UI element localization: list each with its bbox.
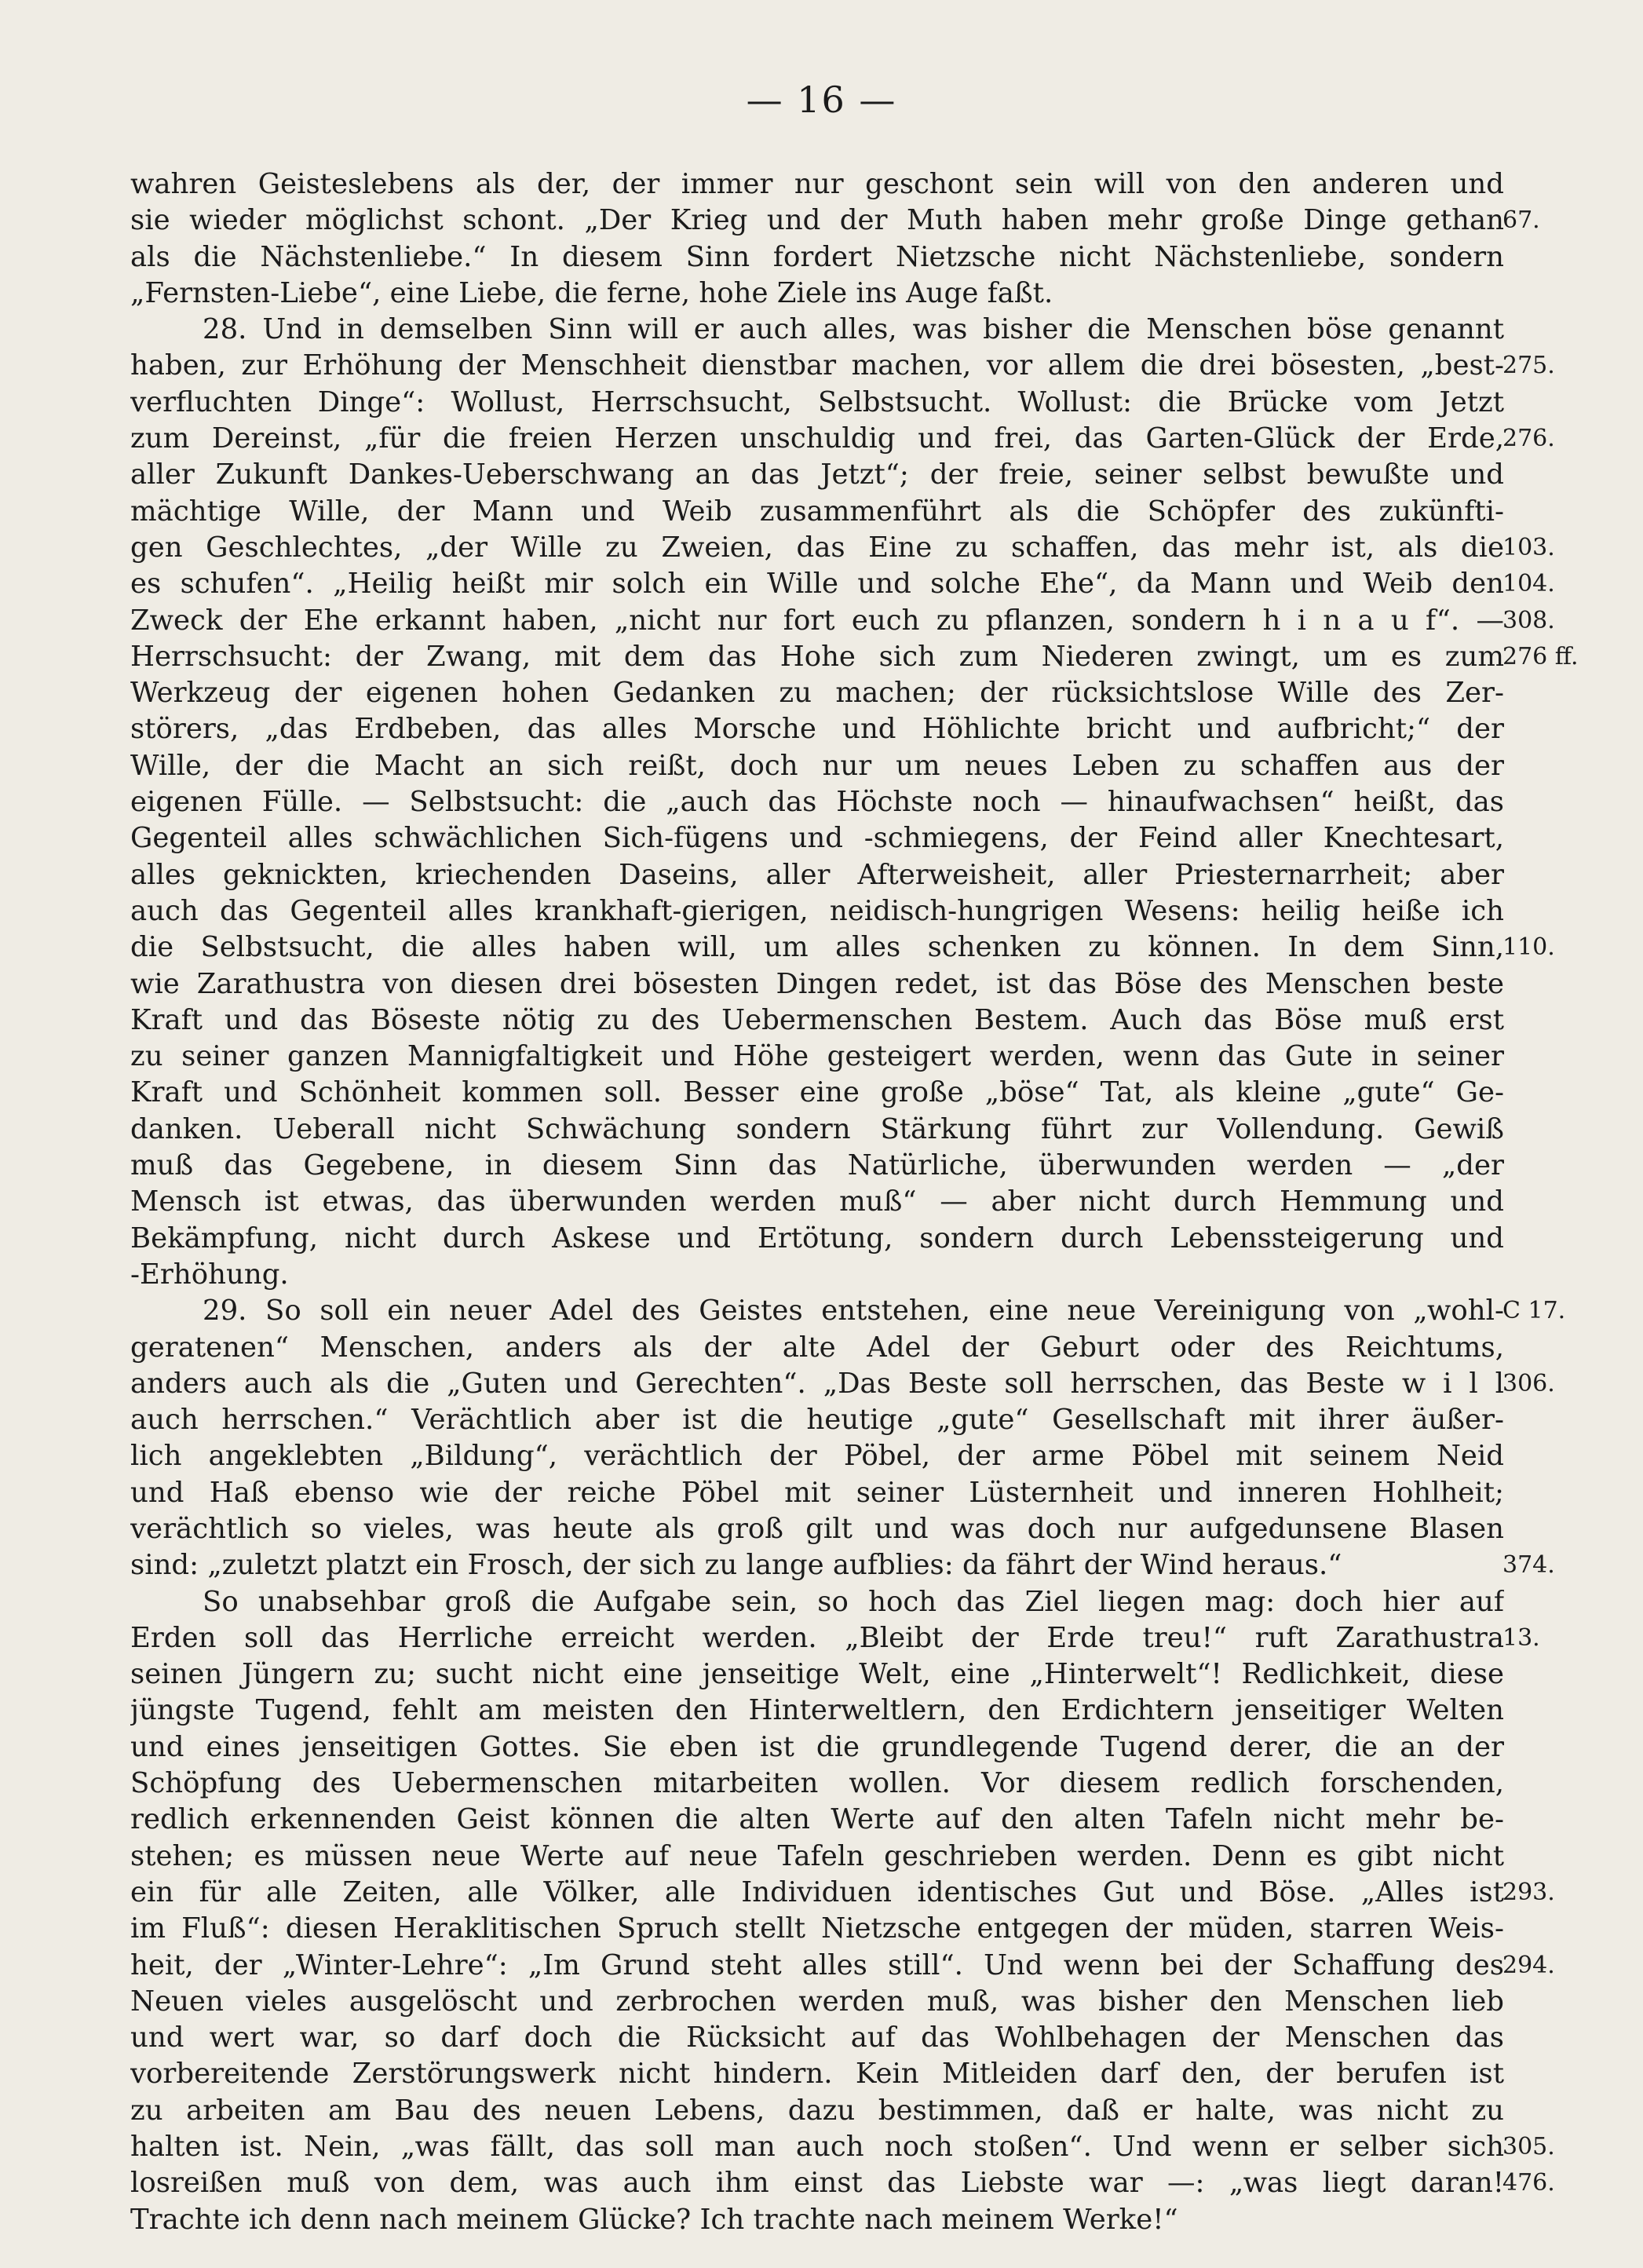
margin-note bbox=[1502, 2093, 1636, 2129]
margin-note bbox=[1502, 385, 1636, 421]
margin-note bbox=[1502, 239, 1636, 276]
margin-note bbox=[1502, 1257, 1636, 1293]
margin-note: 276 ff. bbox=[1502, 642, 1579, 670]
text-line: Trachte ich denn nach meinem Glücke? Ich trachte nach meinem Werke!“ bbox=[130, 2203, 1178, 2236]
margin-note bbox=[1502, 675, 1636, 711]
margin-note: 276. bbox=[1502, 425, 1555, 453]
margin-note bbox=[1502, 1039, 1636, 1075]
margin-note: 306. bbox=[1502, 1369, 1555, 1397]
text-line: verächtlich so vieles, was heute als groß gilt und was doch nur aufgedunsene Blasen bbox=[130, 1512, 1504, 1545]
margin-note bbox=[1502, 1330, 1636, 1366]
margin-note: 67. bbox=[1502, 206, 1540, 235]
text-line: und Haß ebenso wie der reiche Pöbel mit seiner Lüsternheit und inneren Hohlheit; bbox=[130, 1476, 1504, 1509]
text-line: gen Geschlechtes, „der Wille zu Zweien, das Eine zu schaffen, das mehr ist, als die bbox=[130, 531, 1504, 564]
text-line: Kraft und das Böseste nötig zu des Uebermenschen Bestem. Auch das Böse muß erst bbox=[130, 1003, 1504, 1036]
text-line: haben, zur Erhöhung der Menschheit dienstbar machen, vor allem die drei bösesten, „best- bbox=[130, 349, 1504, 382]
text-line: losreißen muß von dem, was auch ihm einst das Liebste war —: „was liegt daran! bbox=[130, 2167, 1504, 2200]
text-line: zu arbeiten am Bau des neuen Lebens, dazu bestimmen, daß er halte, was nicht zu bbox=[130, 2094, 1504, 2127]
text-line: redlich erkennenden Geist können die alten Werte auf den alten Tafeln nicht mehr be- bbox=[130, 1803, 1504, 1836]
margin-note bbox=[1502, 711, 1636, 747]
text-line: wahren Geisteslebens als der, der immer nur geschont sein will von den anderen und bbox=[130, 168, 1504, 200]
margin-note bbox=[1502, 1656, 1636, 1693]
margin-note bbox=[1502, 1984, 1636, 2020]
text-line: danken. Ueberall nicht Schwächung sondern Stärkung führt zur Vollendung. Gewiß bbox=[130, 1112, 1504, 1145]
margin-note: 374. bbox=[1502, 1551, 1555, 1580]
text-line: lich angeklebten „Bildung“, verächtlich der Pöbel, der arme Pöbel mit seinem Neid bbox=[130, 1440, 1504, 1473]
text-line: Gegenteil alles schwächlichen Sich-fügens und -schmiegens, der Feind aller Knechtesart, bbox=[130, 822, 1504, 855]
margin-note bbox=[1502, 1729, 1636, 1766]
text-line: wie Zarathustra von diesen drei bösesten Dingen redet, ist das Böse des Menschen beste bbox=[130, 967, 1504, 1000]
text-line: heit, der „Winter-Lehre“: „Im Grund steht alles still“. Und wenn bei der Schaffung des bbox=[130, 1948, 1504, 1981]
margin-note bbox=[1502, 784, 1636, 820]
margin-note bbox=[1502, 166, 1636, 203]
text-line: im Fluß“: diesen Heraklitischen Spruch stellt Nietzsche entgegen der müden, starren Weis- bbox=[130, 1912, 1504, 1945]
text-line: aller Zukunft Dankes-Ueberschwang an das Jetzt“; der freie, seiner selbst bewußte und bbox=[130, 458, 1504, 491]
text-line: „Fernsten-Liebe“, eine Liebe, die ferne, hohe Ziele ins Auge faßt. bbox=[130, 276, 1053, 309]
text-line: als die Nächstenliebe.“ In diesem Sinn fordert Nietzsche nicht Nächstenliebe, sondern bbox=[130, 240, 1504, 273]
margin-note bbox=[1502, 1402, 1636, 1438]
text-line: Neuen vieles ausgelöscht und zerbrochen werden muß, was bisher den Menschen lieb bbox=[130, 1985, 1504, 2018]
margin-note bbox=[1502, 494, 1636, 530]
page-number: — 16 — bbox=[746, 79, 897, 121]
text-line: stehen; es müssen neue Werte auf neue Tafeln geschrieben werden. Denn es gibt nicht bbox=[130, 1839, 1504, 1872]
margin-note: 476. bbox=[1502, 2169, 1555, 2197]
text-line: Bekämpfung, nicht durch Askese und Ertötung, sondern durch Lebenssteigerung und bbox=[130, 1222, 1504, 1255]
text-line: jüngste Tugend, fehlt am meisten den Hinterweltlern, den Erdichtern jenseitiger Welten bbox=[130, 1694, 1504, 1727]
text-line: muß das Gegebene, in diesem Sinn das Natürliche, überwunden werden — „der bbox=[130, 1149, 1504, 1182]
text-line: Mensch ist etwas, das überwunden werden muß“ — aber nicht durch Hemmung und bbox=[130, 1185, 1504, 1218]
text-line: und eines jenseitigen Gottes. Sie eben ist die grundlegende Tugend derer, die an der bbox=[130, 1730, 1504, 1763]
text-line: sind: „zuletzt platzt ein Frosch, der sich zu lange aufblies: da fährt der Wind heraus.“ bbox=[130, 1549, 1342, 1582]
margin-note: 275. bbox=[1502, 352, 1555, 380]
text-line: anders auch als die „Guten und Gerechten“. „Das Beste soll herrschen, das Beste w i l l bbox=[130, 1367, 1504, 1400]
text-line: Zweck der Ehe erkannt haben, „nicht nur fort euch zu pflanzen, sondern h i n a u f“. — bbox=[130, 604, 1504, 637]
text-line: alles geknickten, kriechenden Daseins, aller Afterweisheit, aller Priesternarrheit; aber bbox=[130, 858, 1504, 891]
body-text bbox=[130, 166, 1504, 2238]
text-line: Schöpfung des Uebermenschen mitarbeiten wollen. Vor diesem redlich forschenden, bbox=[130, 1767, 1504, 1800]
text-line: geratenen“ Menschen, anders als der alte Adel der Geburt oder des Reichtums, bbox=[130, 1331, 1504, 1364]
text-line: ein für alle Zeiten, alle Völker, alle Individuen identisches Gut und Böse. „Alles ist bbox=[130, 1875, 1504, 1908]
text-line: und wert war, so darf doch die Rücksicht auf das Wohlbehagen der Menschen das bbox=[130, 2021, 1504, 2054]
margin-note: 293. bbox=[1502, 1878, 1555, 1906]
text-line: 29. So soll ein neuer Adel des Geistes entstehen, eine neue Vereinigung von „wohl- bbox=[203, 1295, 1504, 1328]
text-line: zu seiner ganzen Mannigfaltigkeit und Höhe gesteigert werden, wenn das Gute in seiner bbox=[130, 1040, 1504, 1073]
text-line: Herrschsucht: der Zwang, mit dem das Hohe sich zum Niederen zwingt, um es zum bbox=[130, 640, 1504, 673]
margin-note bbox=[1502, 1184, 1636, 1220]
margin-note bbox=[1502, 276, 1636, 312]
margin-note bbox=[1502, 893, 1636, 929]
text-line: auch das Gegenteil alles krankhaft-gierigen, neidisch-hungrigen Wesens: heilig heiße ich bbox=[130, 894, 1504, 927]
margin-note bbox=[1502, 2020, 1636, 2056]
margin-note: 308. bbox=[1502, 606, 1555, 634]
margin-note: 13. bbox=[1502, 1623, 1540, 1652]
margin-note bbox=[1502, 1802, 1636, 1838]
margin-note: C 17. bbox=[1502, 1297, 1566, 1325]
margin-note bbox=[1502, 857, 1636, 893]
text-line: Kraft und Schönheit kommen soll. Besser eine große „böse“ Tat, als kleine „gute“ Ge- bbox=[130, 1076, 1504, 1109]
text-line: So unabsehbar groß die Aufgabe sein, so hoch das Ziel liegen mag: doch hier auf bbox=[203, 1585, 1504, 1618]
margin-note: 104. bbox=[1502, 570, 1555, 598]
margin-note bbox=[1502, 1221, 1636, 1257]
text-line: mächtige Wille, der Mann und Weib zusammenführt als die Schöpfer des zukünfti- bbox=[130, 495, 1504, 528]
text-line: -Erhöhung. bbox=[130, 1258, 289, 1291]
text-line: seinen Jüngern zu; sucht nicht eine jenseitige Welt, eine „Hinterwelt“! Redlichkeit, diese bbox=[130, 1658, 1504, 1691]
text-line: auch herrschen.“ Verächtlich aber ist die heutige „gute“ Gesellschaft mit ihrer äußer- bbox=[130, 1404, 1504, 1437]
margin-note bbox=[1502, 1438, 1636, 1474]
margin-note bbox=[1502, 1911, 1636, 1947]
margin-note: 305. bbox=[1502, 2133, 1555, 2161]
margin-note bbox=[1502, 748, 1636, 784]
margin-note bbox=[1502, 2056, 1636, 2092]
margin-note bbox=[1502, 1148, 1636, 1184]
margin-note bbox=[1502, 312, 1636, 348]
margin-note bbox=[1502, 1475, 1636, 1511]
margin-note bbox=[1502, 1075, 1636, 1111]
margin-note bbox=[1502, 1511, 1636, 1547]
text-line: 28. Und in demselben Sinn will er auch alles, was bisher die Menschen böse genannt bbox=[203, 313, 1504, 346]
margin-note bbox=[1502, 820, 1636, 856]
margin-note bbox=[1502, 1584, 1636, 1620]
text-line: vorbereitende Zerstörungswerk nicht hindern. Kein Mitleiden darf den, der berufen ist bbox=[130, 2058, 1504, 2091]
text-line: es schufen“. „Heilig heißt mir solch ein Wille und solche Ehe“, da Mann und Weib den bbox=[130, 568, 1504, 601]
text-line: sie wieder möglichst schont. „Der Krieg und der Muth haben mehr große Dinge gethan bbox=[130, 204, 1504, 237]
margin-note bbox=[1502, 1766, 1636, 1802]
margin-note bbox=[1502, 966, 1636, 1003]
text-line: halten ist. Nein, „was fällt, das soll man auch noch stoßen“. Und wenn er selber sich bbox=[130, 2131, 1504, 2164]
margin-note: 294. bbox=[1502, 1951, 1555, 1979]
margin-note: 103. bbox=[1502, 533, 1555, 561]
margin-note bbox=[1502, 457, 1636, 493]
text-line: zum Dereinst, „für die freien Herzen unschuldig und frei, das Garten-Glück der Erde, bbox=[130, 422, 1504, 455]
margin-note bbox=[1502, 1112, 1636, 1148]
text-line: die Selbstsucht, die alles haben will, um alles schenken zu können. In dem Sinn, bbox=[130, 931, 1504, 964]
margin-note bbox=[1502, 1839, 1636, 1875]
text-line: verfluchten Dinge“: Wollust, Herrschsucht, Selbstsucht. Wollust: die Brücke vom Jetzt bbox=[130, 385, 1504, 418]
margin-references bbox=[1502, 166, 1636, 2238]
text-line: Wille, der die Macht an sich reißt, doch nur um neues Leben zu schaffen aus der bbox=[130, 749, 1504, 782]
text-line: Werkzeug der eigenen hohen Gedanken zu machen; der rücksichtslose Wille des Zer- bbox=[130, 677, 1504, 710]
text-line: störers, „das Erdbeben, das alles Morsche und Höhlichte bricht und aufbricht;“ der bbox=[130, 713, 1504, 746]
margin-note: 110. bbox=[1502, 933, 1555, 962]
text-line: Erden soll das Herrliche erreicht werden. „Bleibt der Erde treu!“ ruft Zarathustra bbox=[130, 1621, 1504, 1654]
margin-note bbox=[1502, 2202, 1636, 2238]
margin-note bbox=[1502, 1003, 1636, 1039]
text-line: eigenen Fülle. — Selbstsucht: die „auch das Höchste noch — hinaufwachsen“ heißt, das bbox=[130, 786, 1504, 819]
margin-note bbox=[1502, 1693, 1636, 1729]
